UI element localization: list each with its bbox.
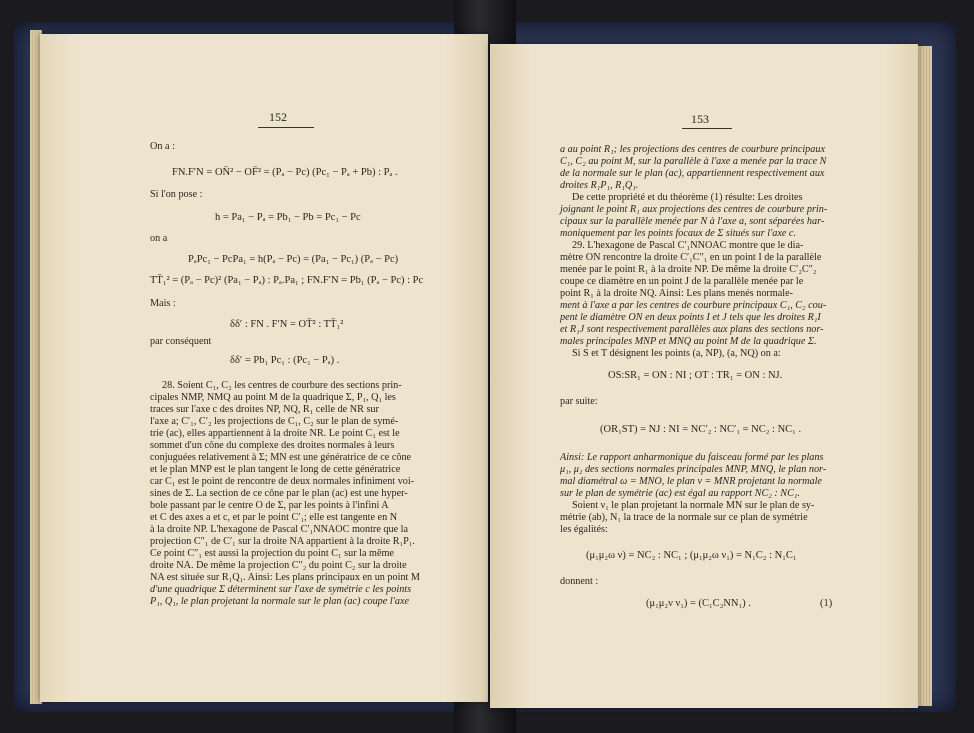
text-line: sur le plan de symétrie (ac) est égal au rapport NC₂ : NC₁. xyxy=(560,488,800,499)
text-line: males principales MNP et MNQ au point M de la quadrique Σ. xyxy=(560,336,817,347)
text-line: trie (ac), elles appartiennent à la droite NR. Le point C₁ est le xyxy=(150,428,400,439)
text-line: sommet d'un cône du complexe des droites normales à leurs xyxy=(150,440,395,451)
text-line: 28. Soient C₁, C₂ les centres de courbure des sections prin- xyxy=(162,380,402,391)
text-line: (μ₁μ₂ω ν) = NC₂ : NC₁ ; (μ₁μ₂ω ν₁) = N₁C₂ : N₁C₁ xyxy=(586,550,797,561)
text-line: moniquement par les points focaux de Σ situés sur l'axe c. xyxy=(560,228,796,239)
page-edges-right xyxy=(918,46,932,706)
text-line: pent le diamètre ON en deux points I et J tels que les droites R₁I xyxy=(560,312,821,323)
text-line: joignant le point R₁ aux projections des centres de courbure prin- xyxy=(560,204,828,215)
header-rule-left xyxy=(258,127,314,128)
text-line: par suite: xyxy=(560,396,598,407)
page-number-right: 153 xyxy=(691,112,709,126)
text-line: par conséquent xyxy=(150,336,212,347)
text-line: TT̄₁² = (Pₐ − Pc)² (Pa₁ − Pₐ) : Pₐ.Pa₁ ; FN.F′N = Pb₁ (Pₐ − Pc) : Pc xyxy=(150,275,424,286)
text-line: On a : xyxy=(150,141,175,152)
text-line: bole passant par le centre O de Σ, par les points à l'infini A xyxy=(150,500,389,511)
text-line: (μ₁μ₂ν ν₁) = (C₁C₂NN₁) . xyxy=(646,598,751,609)
text-line: PₐPc₁ − PcPa₁ = h(Pₐ − Pc) = (Pa₁ − Pc₁) (Pₐ − Pc) xyxy=(188,254,399,265)
text-line: les égalités: xyxy=(560,524,608,535)
text-line: mètre ON rencontre la droite C′₁C″₁ en un point I de la parallèle xyxy=(560,252,822,263)
text-line: conjuguées relativement à Σ; MN est une génératrice de ce cône xyxy=(150,452,412,463)
text-line: d'une quadrique Σ déterminent sur l'axe de symétrie c les points xyxy=(150,584,412,595)
text-line: de la normale sur le plan (ac), appartiennent respectivement aux xyxy=(560,168,825,179)
text-line: a au point R₁; les projections des centres de courbure principaux xyxy=(560,144,825,155)
text-line: De cette propriété et du théorème (1) résulte: Les droites xyxy=(572,192,803,203)
text-line: traces sur l'axe c des droites NP, NQ, R₁ celle de NR sur xyxy=(150,404,379,415)
text-line: FN.F′N = ON̄² − OF̄² = (Pₐ − Pc) (Pc₁ − Pₐ + Pb) : Pₐ . xyxy=(172,167,398,178)
text-line: cipaux sur la parallèle menée par N à l'axe a, sont séparées har- xyxy=(560,216,825,227)
text-line: l'axe a; C′₁, C′₂ les projections de C₁, C₂ sur le plan de symé- xyxy=(150,416,399,427)
text-line: Ce point C″₁ est aussi la projection du point C₁ sur la même xyxy=(150,548,394,559)
text-line: C₁, C₂ au point M, sur la parallèle à l'axe a menée par la trace N xyxy=(560,156,827,167)
text-line: droite NA. De même la projection C″₂ du point C₂ sur la droite xyxy=(150,560,407,571)
text-line: (OR₁ST) = NJ : NI = NC′₂ : NC′₁ = NC₂ : NC₁ . xyxy=(600,424,802,435)
text-line: cipales NMP, NMQ au point M de la quadrique Σ, P₁, Q₁ les xyxy=(150,392,396,403)
text-line: Ainsi: Le rapport anharmonique du faisceau formé par les plans xyxy=(560,452,824,463)
text-line: coupe ce diamètre en un point J de la parallèle menée par le xyxy=(560,276,804,287)
text-line: métrie (ab), N₁ la trace de la normale sur ce plan de symétrie xyxy=(560,512,808,523)
text-line: donnent : xyxy=(560,576,599,587)
text-line: Soient ν₁ le plan projetant la normale MN sur le plan de sy- xyxy=(572,500,815,511)
text-line: NA est située sur R₁Q₁. Ainsi: Les plans principaux en un point M xyxy=(150,572,420,583)
text-line: δδ′ = Pb₁ Pc₁ : (Pc₁ − Pₐ) . xyxy=(230,355,340,366)
page-number-left: 152 xyxy=(269,110,287,124)
text-line: mal diamétral ω = MNO, le plan ν = MNR projetant la normale xyxy=(560,476,822,487)
text-line: μ₁, μ₂ des sections normales principales MNP, MNQ, le plan nor- xyxy=(560,464,827,475)
text-line: projection C″₁ de C′₁ sur la droite NA appartient à la droite R₁P₁. xyxy=(150,536,415,547)
text-line: et le plan MNP est le plan tangent le long de cette génératrice xyxy=(150,464,401,475)
text-line: droites R₁P₁, R₁Q₁. xyxy=(560,180,639,191)
text-line: car C₁ est le point de rencontre de deux normales infiniment voi- xyxy=(150,476,415,487)
text-line: et C des axes a et c, et par le point C′₁; elle est tangente en N xyxy=(150,512,398,523)
text-line: Si S et T désignent les points (a, NP), (a, NQ) on a: xyxy=(572,348,781,359)
text-line: OS:SR₁ = ON : NI ; OT : TR₁ = ON : NJ. xyxy=(608,370,783,381)
text-line: on a xyxy=(150,233,168,244)
text-line: ment à l'axe a par les centres de courbure principaux C₁, C₂ cou- xyxy=(560,300,827,311)
text-line: point R₁ à la droite NQ. Ainsi: Les plans menés normale- xyxy=(560,288,794,299)
text-line: P₁, Q₁, le plan projetant la normale sur le plan (ac) coupe l'axe xyxy=(150,596,409,607)
text-line: δδ′ : FN . F′N = OT̄² : TT̄₁² xyxy=(230,319,344,330)
text-line: (1) xyxy=(820,598,833,609)
text-line: Si l'on pose : xyxy=(150,189,203,200)
text-line: sines de Σ. La section de ce cône par le plan (ac) est une hyper- xyxy=(150,488,408,499)
text-line: Mais : xyxy=(150,298,176,309)
text-line: 29. L'hexagone de Pascal C′₁NNOAC montre que le dia- xyxy=(572,240,804,251)
text-line: et R₁J sont respectivement parallèles aux plans des sections nor- xyxy=(560,324,824,335)
text-line: à la droite NP. L'hexagone de Pascal C′₁NNAOC montre que la xyxy=(150,524,408,535)
text-line: menée par le point R₁ à la droite NP. De même la droite C′₂C″₂ xyxy=(560,264,817,275)
text-line: h = Pa₁ − Pₐ = Pb₁ − Pb = Pc₁ − Pc xyxy=(215,212,361,223)
header-rule-right xyxy=(682,128,732,129)
left-page xyxy=(40,34,488,702)
right-page xyxy=(490,44,918,708)
